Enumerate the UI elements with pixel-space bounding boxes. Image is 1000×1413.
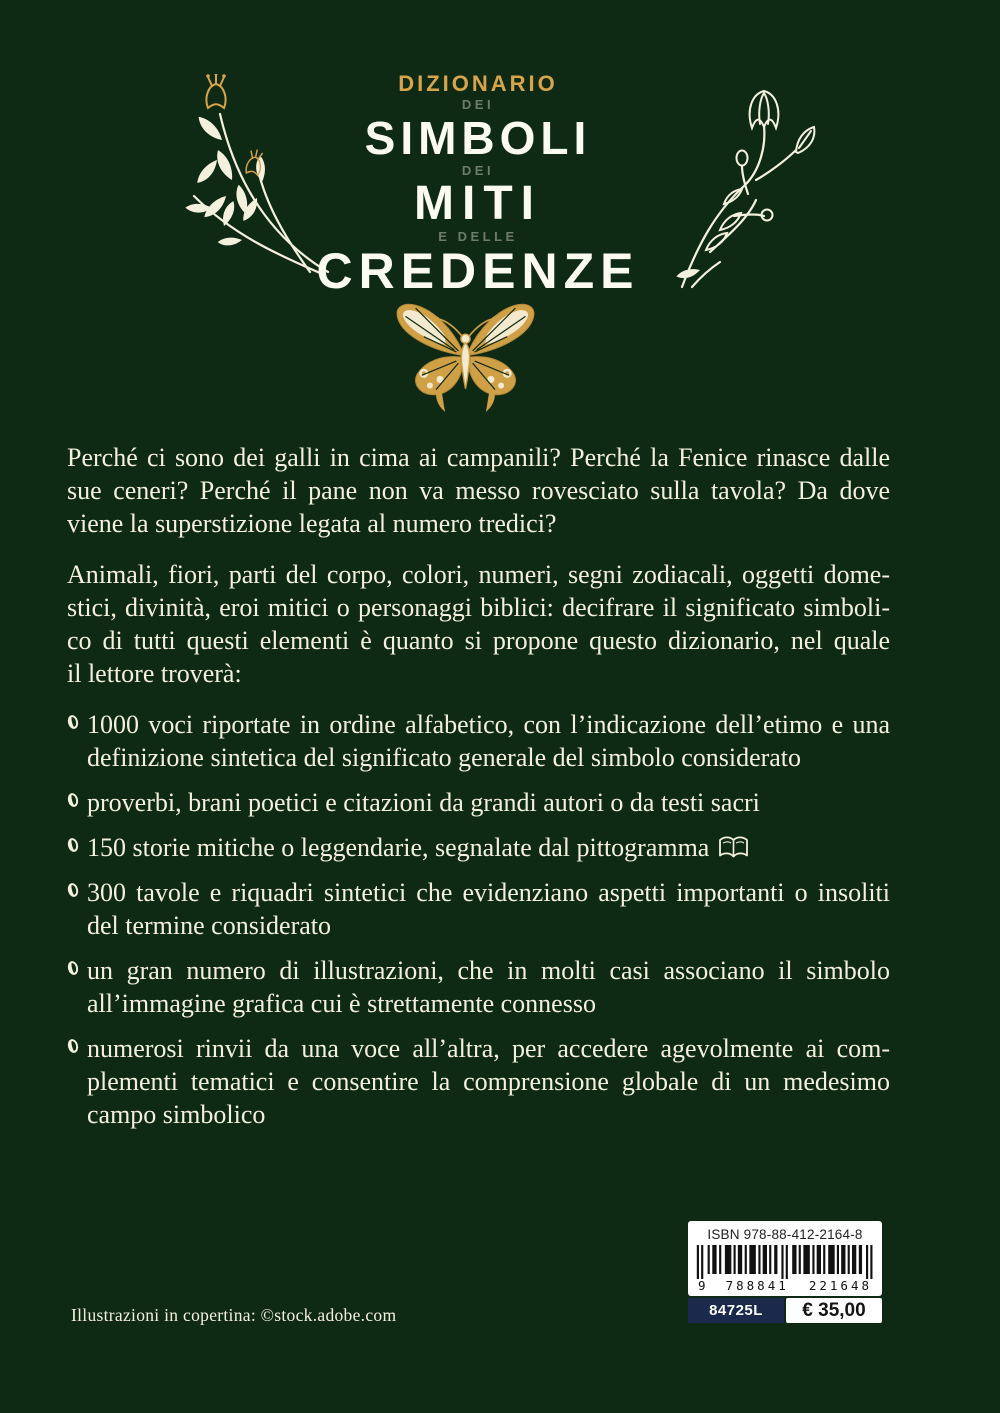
bullet-text-line: plementi tematici e consentire la comprensione globale di un medesimo — [87, 1067, 890, 1096]
bullet-item — [67, 831, 890, 864]
text-line: Animali, fiori, parti del corpo, colori, numeri, segni zodiacali, oggetti dome- — [67, 560, 890, 589]
text-line: stici, divinità, eroi mitici o personaggi biblici: decifrare il significato simboli- — [67, 593, 890, 622]
text-line: viene la superstizione legata al numero tredici? — [67, 509, 557, 538]
title-connector-1: DEI — [461, 96, 495, 112]
gold-butterfly-illustration — [388, 294, 543, 414]
barcode-digits — [695, 1278, 875, 1293]
open-circle-icon — [66, 1038, 79, 1054]
bullet-text-line: 1000 voci riportate in ordine alfabetico, con l’indicazione dell’etimo e una — [87, 710, 890, 739]
bullet-text-line: definizione sintetica del significato generale del simbolo considerato — [87, 743, 802, 772]
text-line: co di tutti questi elementi è quanto si propone questo dizionario, nel quale — [67, 626, 890, 655]
feature-bullet-list — [67, 708, 890, 1131]
bullet-text-line: 300 tavole e riquadri sintetici che evidenziano aspetti importanti o insoliti — [87, 878, 890, 907]
bullet-item — [67, 1032, 890, 1131]
title-connector-3: E DELLE — [438, 228, 518, 244]
title-block — [0, 71, 956, 300]
open-circle-icon — [66, 882, 79, 898]
open-circle-icon — [66, 792, 79, 808]
bullet-text-line: numerosi rinvii da una voce all’altra, per accedere agevolmente ai com- — [87, 1034, 890, 1063]
isbn-block — [688, 1221, 882, 1323]
open-circle-icon — [66, 960, 79, 976]
open-circle-icon — [66, 714, 79, 730]
isbn-label: ISBN 978-88-412-2164-8 — [707, 1227, 863, 1242]
open-book-icon — [718, 835, 749, 860]
barcode-digit-first: 9 — [698, 1278, 706, 1293]
barcode-digit-group-right: 221648 — [808, 1278, 872, 1293]
barcode-digit-group-left: 788841 — [725, 1278, 789, 1293]
product-code: 84725L — [688, 1298, 784, 1323]
text-line: sue ceneri? Perché il pane non va messo rovesciato sulla tavola? Da dove — [67, 476, 890, 505]
back-cover-copy — [67, 441, 890, 1143]
barcode — [695, 1245, 875, 1279]
text-line: il lettore troverà: — [67, 659, 242, 688]
title-line-miti: MITI — [414, 177, 542, 231]
price: € 35,00 — [786, 1298, 882, 1323]
title-line-simboli: SIMBOLI — [364, 112, 592, 165]
text-line: Perché ci sono dei galli in cima ai campanili? Perché la Fenice rinasce dalle — [67, 443, 890, 472]
bullet-text-line: all’immagine grafica cui è strettamente connesso — [87, 989, 596, 1018]
bullet-item — [67, 954, 890, 1020]
cover-illustration-credit: Illustrazioni in copertina: ©stock.adobe.com — [71, 1305, 397, 1325]
intro-paragraph-1 — [67, 441, 890, 540]
title-line-credenze: CREDENZE — [316, 243, 640, 300]
bullet-text-line: un gran numero di illustrazioni, che in molti casi associano il simbolo — [87, 956, 890, 985]
bullet-text-line: campo simbolico — [87, 1100, 266, 1129]
title-kicker: DIZIONARIO — [398, 71, 558, 96]
bullet-text-line: proverbi, brani poetici e citazioni da grandi autori o da testi sacri — [87, 788, 760, 817]
bullet-item — [67, 708, 890, 774]
bullet-item — [67, 786, 890, 819]
bullet-text-line — [87, 831, 890, 864]
bullet-item — [67, 876, 890, 942]
title-connector-2: DEI — [461, 162, 495, 178]
isbn-footer — [688, 1298, 882, 1323]
open-circle-icon — [66, 837, 79, 853]
intro-paragraph-2 — [67, 558, 890, 690]
barcode-panel — [688, 1221, 882, 1296]
bullet-text: 150 storie mitiche o leggendarie, segnalate dal pittogramma — [87, 833, 710, 862]
bullet-text-line: del termine considerato — [87, 911, 332, 940]
